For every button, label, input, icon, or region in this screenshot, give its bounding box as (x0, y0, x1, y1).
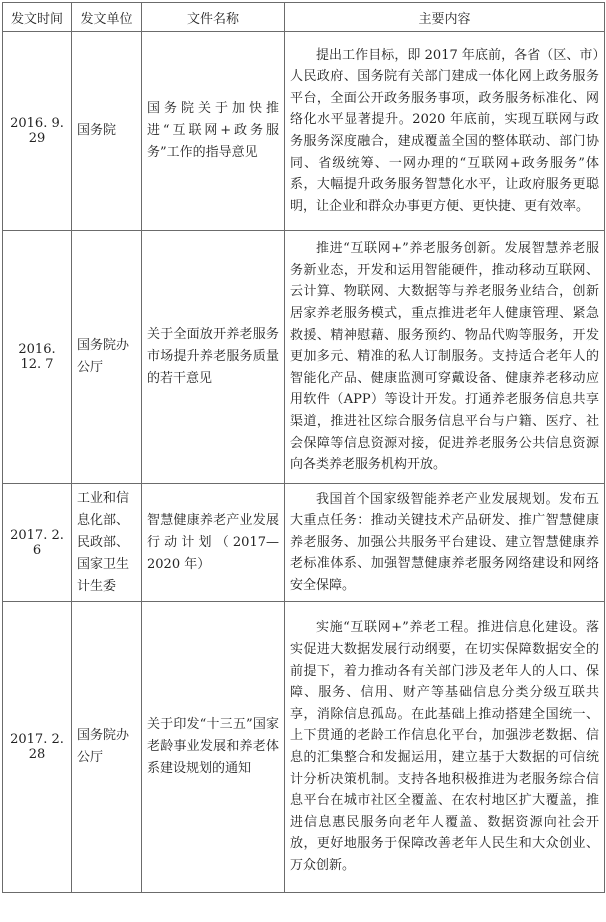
header-title: 文件名称 (142, 3, 285, 32)
table-row (3, 231, 605, 484)
cell-unit: 工业和信息化部、民政部、国家卫生计生委 (72, 484, 142, 602)
cell-unit: 国务院 (72, 32, 142, 231)
cell-content: 推进“互联网+”养老服务创新。发展智慧养老服务新业态，开发和运用智能硬件，推动移动互联网、云计算、物联网、大数据等与养老服务业结合，创新居家养老服务模式，重点推进老年人健康管理、紧急救援、精神慰藉、服务预约、物品代购等服务，开发更加多元、精准的私人订制服务。支持适合老年人的智能化产品、健康监测可穿戴设备、健康养老移动应用软件（APP）等设计开发。打通养老服务信息共享渠道，推进社区综合服务信息平台与户籍、医疗、社会保障等信息资源对接，促进养老服务公共信息资源向各类养老服务机构开放。 (285, 231, 605, 484)
cell-content: 实施“互联网+”养老工程。推进信息化建设。落实促进大数据发展行动纲要，在切实保障数据安全的前提下，着力推动各有关部门涉及老年人的人口、保障、服务、信用、财产等基础信息分类分级互联共享，消除信息孤岛。在此基础上推动搭建全国统一、上下贯通的老龄工作信息化平台，加强涉老数据、信息的汇集整合和发掘运用，建立基于大数据的可信统计分析决策机制。支持各地积极推进为老服务综合信息平台在城市社区全覆盖、在农村地区扩大覆盖，推进信息惠民服务向老年人覆盖、数据资源向社会开放，更好地服务于保障改善老年人民生和大众创业、万众创新。 (285, 602, 605, 893)
cell-title: 智慧健康养老产业发展行动计划（2017—2020 年） (142, 484, 285, 602)
cell-date: 2016. 9. 29 (3, 32, 72, 231)
cell-title: 关于印发“十三五”国家老龄事业发展和养老体系建设规划的通知 (142, 602, 285, 893)
cell-title: 关于全面放开养老服务市场提升养老服务质量的若干意见 (142, 231, 285, 484)
cell-date: 2017. 2. 6 (3, 484, 72, 602)
header-unit: 发文单位 (72, 3, 142, 32)
header-row (3, 3, 605, 32)
table-row (3, 32, 605, 231)
cell-content: 提出工作目标，即 2017 年底前，各省（区、市）人民政府、国务院有关部门建成一体化网上政务服务平台，全面公开政务服务事项，政务服务标准化、网络化水平显著提升。2020 年底前，实现互联网与政务服务深度融合，建成覆盖全国的整体联动、部门协同、省级统筹、一网办理的“互联网+政务服务”体系，大幅提升政务服务智慧化水平，让政府服务更聪明，让企业和群众办事更方便、更快捷、更有效率。 (285, 32, 605, 231)
cell-unit: 国务院办公厅 (72, 602, 142, 893)
cell-date: 2016. 12. 7 (3, 231, 72, 484)
cell-title: 国务院关于加快推进“互联网+政务服务”工作的指导意见 (142, 32, 285, 231)
header-content: 主要内容 (285, 3, 605, 32)
table-row (3, 484, 605, 602)
cell-content: 我国首个国家级智能养老产业发展规划。发布五大重点任务：推动关键技术产品研发、推广智慧健康养老服务、加强公共服务平台建设、建立智慧健康养老标准体系、加强智慧健康养老服务网络建设和网络安全保障。 (285, 484, 605, 602)
cell-date: 2017. 2. 28 (3, 602, 72, 893)
policy-table (2, 2, 605, 893)
header-date: 发文时间 (3, 3, 72, 32)
cell-unit: 国务院办公厅 (72, 231, 142, 484)
table-row (3, 602, 605, 893)
